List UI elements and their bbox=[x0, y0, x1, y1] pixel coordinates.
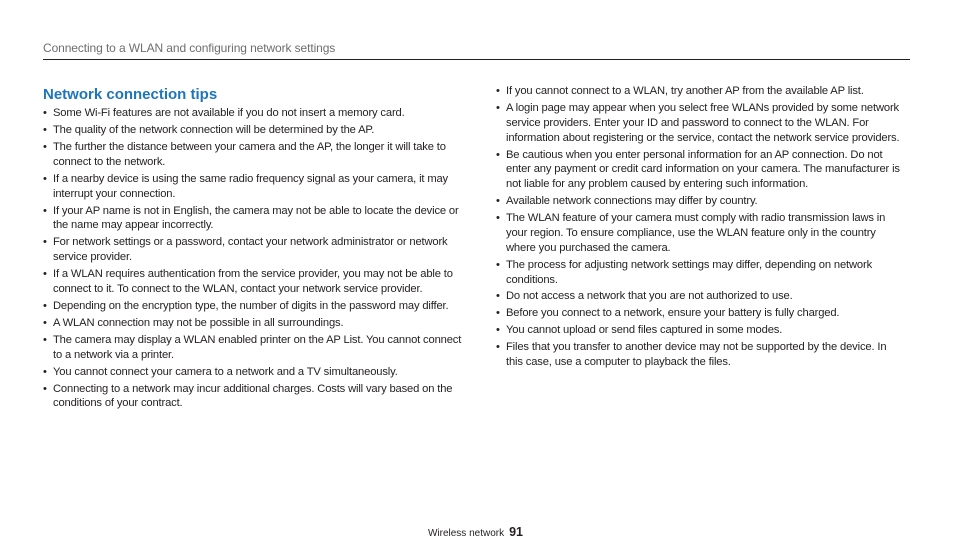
bullet-icon: • bbox=[43, 316, 47, 329]
tip-item bbox=[496, 194, 906, 209]
bullet-icon: • bbox=[43, 123, 47, 136]
bullet-icon: • bbox=[43, 236, 47, 249]
tip-item bbox=[43, 140, 463, 170]
tip-text: The quality of the network connection will be determined by the AP. bbox=[53, 123, 375, 136]
bullet-icon: • bbox=[496, 341, 500, 354]
tip-item bbox=[496, 84, 906, 99]
tip-text: Files that you transfer to another device may not be supported by the device. In this case, use a computer to playback the files. bbox=[506, 341, 887, 369]
tip-text: Do not access a network that you are not authorized to use. bbox=[506, 290, 793, 303]
bullet-icon: • bbox=[43, 299, 47, 312]
tip-text: If a WLAN requires authentication from the service provider, you may not be able to connect to it. To connect to the WLAN, contact your network service provider. bbox=[53, 268, 453, 295]
section-title: Network connection tips bbox=[43, 86, 218, 103]
bullet-icon: • bbox=[43, 333, 47, 346]
bullet-icon: • bbox=[43, 204, 47, 217]
bullet-icon: • bbox=[496, 85, 500, 97]
tip-text: If you cannot connect to a WLAN, try another AP from the available AP list. bbox=[506, 85, 864, 97]
tip-item bbox=[43, 106, 463, 121]
bullet-icon: • bbox=[496, 324, 500, 337]
tip-text: If your AP name is not in English, the camera may not be able to locate the device or the name may appear incorrectly. bbox=[53, 204, 459, 232]
tip-text: Available network connections may differ by country. bbox=[506, 195, 758, 208]
tip-item bbox=[43, 316, 463, 331]
tip-text: The camera may display a WLAN enabled printer on the AP List. You cannot connect to a network via a printer. bbox=[53, 333, 462, 361]
bullet-icon: • bbox=[496, 195, 500, 208]
bullet-icon: • bbox=[43, 268, 47, 281]
tip-text: You cannot upload or send files captured in some modes. bbox=[506, 324, 783, 337]
tip-item bbox=[43, 267, 463, 297]
tip-item bbox=[43, 299, 463, 314]
footer-section-name: Wireless network bbox=[427, 528, 505, 539]
page-footer bbox=[428, 525, 523, 539]
tip-text: The further the distance between your camera and the AP, the longer it will take to connect to the network. bbox=[53, 140, 446, 168]
bullet-icon: • bbox=[496, 101, 500, 114]
breadcrumb: Connecting to a WLAN and configuring network settings bbox=[43, 41, 336, 55]
bullet-icon: • bbox=[496, 290, 500, 303]
left-tips-list bbox=[43, 106, 463, 413]
tip-text: Some Wi-Fi features are not available if you do not insert a memory card. bbox=[53, 107, 405, 119]
bullet-icon: • bbox=[43, 365, 47, 378]
tip-item bbox=[43, 204, 463, 234]
tip-text: For network settings or a password, contact your network administrator or network service provider. bbox=[53, 236, 448, 264]
bullet-icon: • bbox=[43, 382, 47, 395]
tip-item bbox=[496, 258, 906, 288]
bullet-icon: • bbox=[43, 107, 47, 119]
bullet-icon: • bbox=[496, 307, 500, 320]
tip-item bbox=[43, 382, 463, 412]
header-divider bbox=[43, 59, 910, 60]
tip-item bbox=[496, 101, 906, 145]
tip-item bbox=[496, 340, 906, 370]
tip-text: Connecting to a network may incur additional charges. Costs will vary based on the conditions of your contract. bbox=[53, 382, 453, 410]
bullet-icon: • bbox=[496, 148, 500, 161]
tip-text: Before you connect to a network, ensure your battery is fully charged. bbox=[506, 307, 840, 320]
tip-text: Be cautious when you enter personal information for an AP connection. Do not enter any payment or credit card information on your camera. The manufacturer is not liable for any problem caused by entering such information. bbox=[506, 148, 900, 191]
bullet-icon: • bbox=[496, 258, 500, 271]
tip-text: The process for adjusting network settings may differ, depending on network conditions. bbox=[506, 258, 873, 286]
right-tips-list bbox=[496, 84, 906, 372]
tip-item bbox=[43, 235, 463, 265]
tip-item bbox=[43, 172, 463, 202]
tip-item bbox=[496, 306, 906, 321]
bullet-icon: • bbox=[43, 140, 47, 153]
page-number: 91 bbox=[509, 525, 523, 539]
tip-text: Depending on the encryption type, the number of digits in the password may differ. bbox=[53, 299, 449, 312]
tip-text: A WLAN connection may not be possible in all surroundings. bbox=[53, 316, 344, 329]
tip-item bbox=[496, 211, 906, 255]
tip-text: If a nearby device is using the same radio frequency signal as your camera, it may interrupt your connection. bbox=[53, 172, 449, 200]
tip-item bbox=[43, 123, 463, 138]
tip-item bbox=[43, 365, 463, 380]
tip-text: You cannot connect your camera to a network and a TV simultaneously. bbox=[53, 365, 398, 378]
tip-text: A login page may appear when you select free WLANs provided by some network service providers. Enter your ID and password to connect to the WLAN. For information about registering or the service, contact the network service providers. bbox=[506, 101, 900, 144]
tip-text: The WLAN feature of your camera must comply with radio transmission laws in your region. To ensure compliance, use the WLAN feature only in the country where you purchased the camera. bbox=[506, 212, 886, 254]
tip-item bbox=[496, 148, 906, 192]
tip-item bbox=[496, 289, 906, 304]
bullet-icon: • bbox=[43, 172, 47, 185]
tip-item bbox=[43, 333, 463, 363]
bullet-icon: • bbox=[496, 212, 500, 225]
tip-item bbox=[496, 323, 906, 338]
